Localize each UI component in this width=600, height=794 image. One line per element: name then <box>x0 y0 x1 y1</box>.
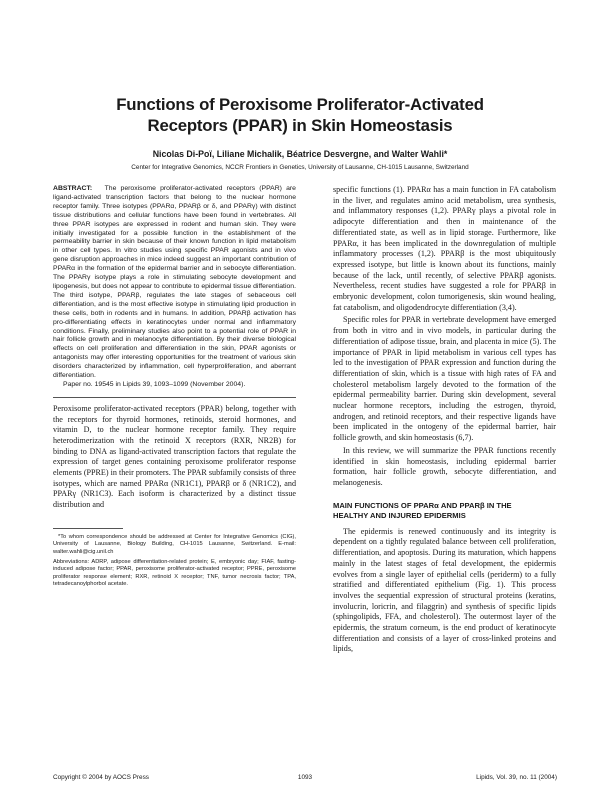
abstract-heading: ABSTRACT: <box>53 185 93 192</box>
section-heading-line-2: HEALTHY AND INJURED EPIDERMIS <box>333 510 466 520</box>
footnote-divider <box>53 528 123 529</box>
footer-page-number: 1093 <box>297 774 313 781</box>
intro-paragraph: Peroxisome proliferator-activated receptors (PPAR) belong, together with the receptors for thyroid hormones, retinoids, steroid hormones, and vitamin D, to the nuclear hormone receptor family. They require heterodimerization with the retinoid X receptors (RXR, NR2B) for binding to DNA as ligand-activated transcription factors that regulate the expression of target genes containing peroxisome proliferator response elements (PPRE) in their promoters. The PPAR subfamily consists of three isotypes, which are named PPARα (NR1C1), PPARβ or δ (NR1C2), and PPARγ (NR1C3). Each isoform is characterized by a distinct tissue distribution and <box>53 403 296 510</box>
author-list: Nicolas Di-Poï, Liliane Michalik, Béatrice Desvergne, and Walter Wahli* <box>152 149 448 159</box>
page-footer <box>53 774 557 784</box>
abbreviations-footnote: Abbreviations: ADRP, adipose differentiation-related protein; E, embryonic day; FIAF, fasting-induced adipose factor; PPAR, peroxisome proliferator-activated receptor; PPRE, peroxisome proliferator response element; RXR, retinoid X receptor; TNF, tumor necrosis factor; TPA, tetradecanoylphorbol acetate. <box>53 558 296 588</box>
paper-citation: Paper no. 19545 in Lipids 39, 1093–1099 (November 2004). <box>63 380 246 388</box>
abstract-paragraph <box>53 185 296 381</box>
abstract-block <box>53 185 296 390</box>
footnotes <box>53 534 296 589</box>
right-paragraph-4: The epidermis is renewed continuously and its integrity is dependent on a tightly regulated balance between cell proliferation, differentiation, and apoptosis. During its maturation, which happens mainly in the latest stages of fetal development, the epidermis evolves from a single layer of epithelial cells (periderm) to a fully stratified and differentiated epithelium (Fig. 1). This process involves the sequential expression of structural proteins (keratins, involucrin, loricrin, and filaggrin) and synthesis of specific lipids (sphingolipids, FFA, and cholesterol). The outermost layer of the epidermis, the stratum corneum, is the end product of keratinocyte differentiation and consists of a layer of cross-linked proteins and lipids, <box>333 526 556 654</box>
footer-copyright: Copyright © 2004 by AOCS Press <box>53 774 149 781</box>
article-title <box>60 94 540 136</box>
intro-text-left <box>53 404 296 511</box>
title-line-2: Receptors (PPAR) in Skin Homeostasis <box>147 116 453 135</box>
correspondence-footnote: *To whom correspondence should be addressed at Center for Integrative Genomics (CIG), University of Lausanne, Biology Building, CH-1015 Lausanne, Switzerland. E-mail: walter.wahli@cig.unil.ch <box>53 533 296 556</box>
right-paragraph-3: In this review, we will summarize the PPAR functions recently identified in skin homeostasis, including epidermal barrier formation, hair follicle growth, sebocyte differentiation, and melanogenesis. <box>333 445 556 487</box>
section-heading-line-1: MAIN FUNCTIONS OF PPARα AND PPARβ IN THE <box>333 500 512 510</box>
abstract-text: The peroxisome proliferator-activated receptors (PPAR) are ligand-activated transcription factors that belong to the nuclear hormone receptor family. Three isotypes (PPARα, PPARβ or δ, and PPARγ) with distinct tissue distributions and cellular functions have been found in vertebrates. All three PPAR isotypes are expressed in rodent and human skin. They were initially investigated for a possible function in the establishment of the permeability barrier in skin because of their known function in lipid metabolism in other cell types. In vitro studies using specific PPAR agonists and in vivo gene disruption approaches in mice indeed suggest an important contribution of PPARα in the formation of the epidermal barrier and in sebocyte differentiation. The PPARγ isotype plays a role in stimulating sebocyte development and lipogenesis, but does not appear to contribute to epidermal tissue differentiation. The third isotype, PPARβ, regulates the late stages of sebaceous cell differentiation, and is the most effective isotype in stimulating lipid production in these cells, both in rodents and in humans. In addition, PPARβ activation has pro-differentiating effects in keratinocytes under normal and inflammatory conditions. Finally, preliminary studies also point to a potential role of PPAR in hair follicle growth and in melanocyte differentiation. By their diverse biological effects on cell proliferation and differentiation in the skin, PPAR agonists or antagonists may offer interesting opportunities for the treatment of various skin disorders characterized by inflammation, cell hyperproliferation, and aberrant differentiation. <box>53 185 296 380</box>
right-body-text <box>333 185 556 489</box>
affiliation: Center for Integrative Genomics, NCCR Frontiers in Genetics, University of Lausanne, CH-1015 Lausanne, Switzerland <box>131 164 469 171</box>
abstract-divider <box>53 397 296 398</box>
footer-journal: Lipids, Vol. 39, no. 11 (2004) <box>476 774 557 781</box>
right-paragraph-2: Specific roles for PPAR in vertebrate development have emerged from both in vitro and in vivo models, in particular during the differentiation of adipose tissue, brain, and placenta in mice (5). The importance of PPAR in lipid metabolism in various cell types has led to the investigation of PPAR expression and function during the differentiation of skin, which is a tissue with high rates of FA and cholesterol metabolism largely devoted to the formation of the epidermal permeability barrier. During skin development, several nuclear hormone receptors, including the estrogen, thyroid, androgen, and retinoid receptors, and their respective ligands have been implicated in the ontogeny of the epidermal barrier, hair follicle growth, and skin homeostasis (6,7). <box>333 315 556 443</box>
title-line-1: Functions of Peroxisome Proliferator-Activated <box>116 95 484 114</box>
section-body-text <box>333 527 556 655</box>
section-heading <box>333 501 556 521</box>
left-column <box>53 185 296 589</box>
right-paragraph-1: specific functions (1). PPARα has a main function in FA catabolism in the liver, and regulates amino acid metabolism, urea synthesis, and inflammatory responses (1,2). PPARγ plays a pivotal role in adipocyte differentiation and then in maintenance of the differentiated state, as well as in lipid storage. Furthermore, like PPARα, it has been implicated in the downregulation of multiple inflammatory processes (1,2). PPARβ is the most ubiquitously expressed isotype, but little is known about its functions, mainly because of the lack, until recently, of selective PPARβ agonists. Nevertheless, recent studies have suggested a role for PPARβ in embryonic development, colon tumorigenesis, skin wound healing, fat catabolism, and oligodendrocyte differentiation (3,4). <box>333 185 556 312</box>
right-column <box>333 185 556 655</box>
